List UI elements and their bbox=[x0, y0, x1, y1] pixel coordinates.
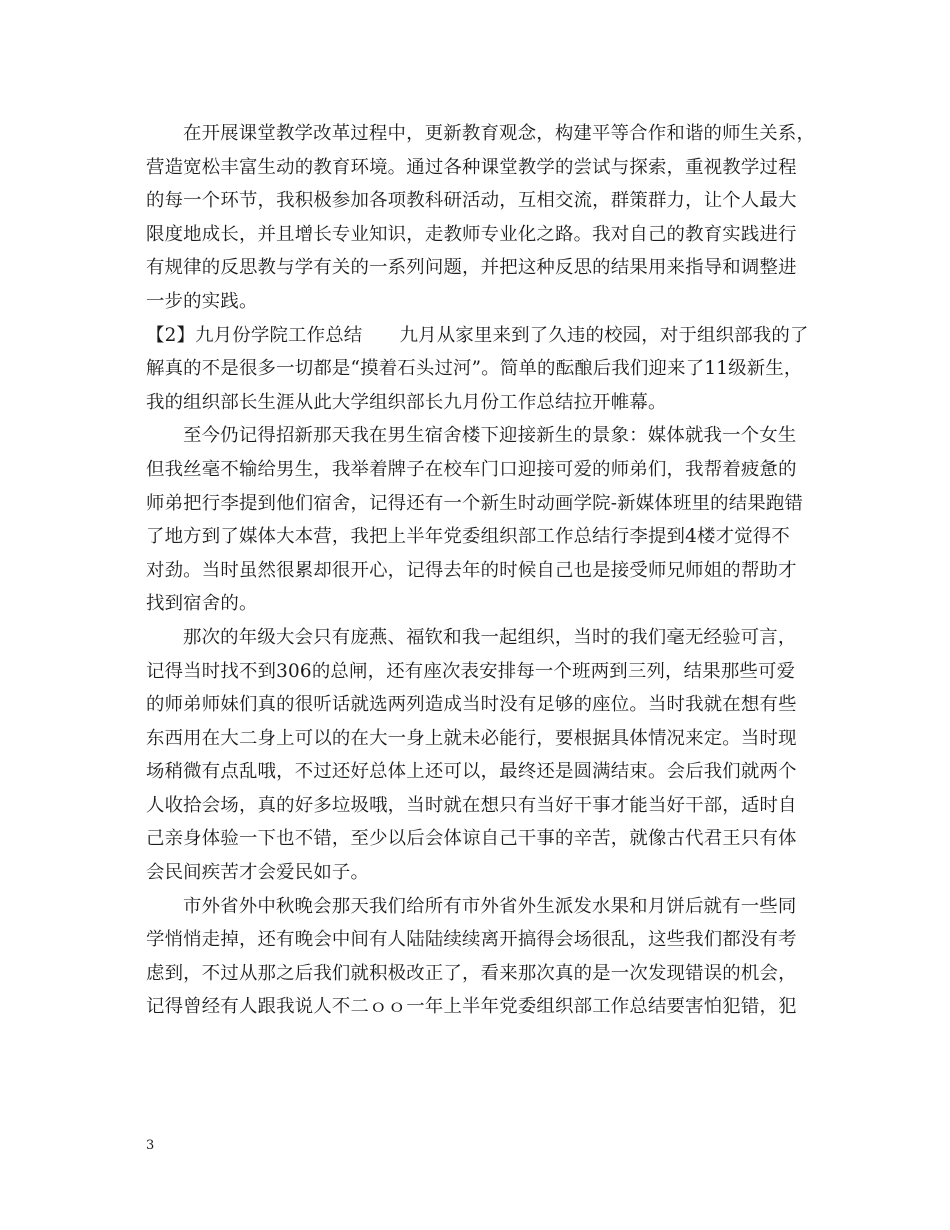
text-line: 但我丝毫不输给男生，我举着牌子在校车门口迎接可爱的师弟们，我帮着疲惫的 bbox=[146, 458, 797, 480]
text-line: 对劲。当时虽然很累却很开心，记得去年的时候自己也是接受师兄师姐的帮助才 bbox=[146, 559, 797, 581]
text-line: 解真的不是很多一切都是“摸着石头过河”。简单的酝酿后我们迎来了11级新生， bbox=[146, 358, 803, 380]
text-line: 了地方到了媒体大本营，我把上半年党委组织部工作总结行李提到4楼才觉得不 bbox=[146, 526, 790, 548]
document-body bbox=[146, 117, 816, 1024]
text-line: 的师弟师妹们真的很听话就选两列造成当时没有足够的座位。当时我就在想有些 bbox=[146, 694, 797, 716]
text-line: 东西用在大二身上可以的在大一身上就未必能行，要根据具体情况来定。当时现 bbox=[146, 727, 797, 749]
text-line: 一步的实践。 bbox=[146, 290, 258, 312]
text-line: 记得曾经有人跟我说人不二ｏｏ一年上半年党委组织部工作总结要害怕犯错，犯 bbox=[146, 996, 797, 1018]
text-line: 会民间疾苦才会爱民如子。 bbox=[146, 862, 370, 884]
text-line: 的每一个环节，我积极参加各项教科研活动，互相交流，群策群力，让个人最大 bbox=[146, 190, 797, 212]
text-line: 至今仍记得招新那天我在男生宿舍楼下迎接新生的景象：媒体就我一个女生 bbox=[183, 425, 797, 447]
text-line: 营造宽松丰富生动的教育环境。通过各种课堂教学的尝试与探索，重视教学过程 bbox=[146, 156, 797, 178]
text-line: 在开展课堂教学改革过程中，更新教育观念，构建平等合作和谐的师生关系， bbox=[183, 123, 816, 144]
text-line: 人收拾会场，真的好多垃圾哦，当时就在想只有当好干事才能当好干部，适时自 bbox=[146, 794, 797, 816]
text-line: 我的组织部长生涯从此大学组织部长九月份工作总结拉开帷幕。 bbox=[146, 391, 667, 413]
text-line: 场稍微有点乱哦，不过还好总体上还可以，最终还是圆满结束。会后我们就两个 bbox=[146, 761, 797, 783]
text-line: 【2】九月份学院工作总结 九月从家里来到了久违的校园，对于组织部我的了 bbox=[146, 324, 809, 346]
page-number: 3 bbox=[146, 1138, 155, 1153]
text-line: 虑到，不过从那之后我们就积极改正了，看来那次真的是一次发现错误的机会， bbox=[146, 962, 797, 984]
text-line: 找到宿舍的。 bbox=[146, 593, 258, 615]
text-line: 师弟把行李提到他们宿舍，记得还有一个新生时动画学院-新媒体班里的结果跑错 bbox=[146, 492, 804, 514]
text-line: 记得当时找不到306的总闸，还有座次表安排每一个班两到三列，结果那些可爱 bbox=[146, 660, 796, 682]
text-line: 那次的年级大会只有庞燕、福钦和我一起组织，当时的我们毫无经验可言， bbox=[183, 626, 797, 648]
text-line: 己亲身体验一下也不错，至少以后会体谅自己干事的辛苦，就像古代君王只有体 bbox=[146, 828, 797, 850]
text-line: 市外省外中秋晚会那天我们给所有市外省外生派发水果和月饼后就有一些同 bbox=[183, 895, 797, 917]
text-line: 有规律的反思教与学有关的一系列问题，并把这种反思的结果用来指导和调整进 bbox=[146, 257, 797, 279]
text-line: 限度地成长，并且增长专业知识，走教师专业化之路。我对自己的教育实践进行 bbox=[146, 223, 797, 245]
text-line: 学悄悄走掉，还有晚会中间有人陆陆续续离开搞得会场很乱，这些我们都没有考 bbox=[146, 929, 797, 951]
